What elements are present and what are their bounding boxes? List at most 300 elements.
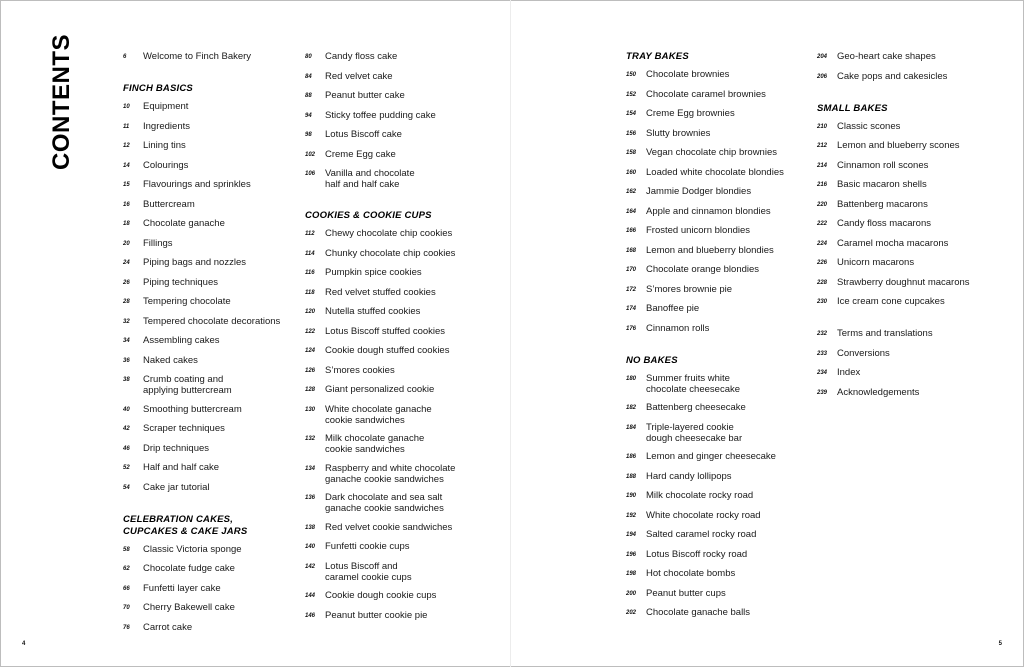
toc-entry-title: Triple-layered cookie dough cheesecake bar (646, 421, 743, 444)
toc-entry (123, 423, 293, 435)
toc-entry-title: Cookie dough stuffed cookies (325, 345, 450, 356)
toc-page-number: 32 (123, 318, 130, 325)
toc-page-number: 184 (626, 424, 637, 431)
toc-entry-title: Frosted unicorn blondies (646, 225, 751, 236)
toc-entry (123, 218, 293, 230)
toc-section (123, 514, 293, 634)
toc-entry-title: Caramel mocha macarons (837, 237, 949, 249)
toc-entry (123, 563, 293, 575)
toc-page-number: 150 (626, 72, 637, 78)
toc-entry-title: Hot chocolate bombs (646, 568, 736, 579)
toc-entry-title: Chocolate brownies (646, 69, 730, 80)
toc-page-number: 94 (305, 112, 312, 119)
toc-entry-title: Banoffee pie (646, 303, 700, 314)
toc-page-number: 62 (123, 566, 130, 572)
toc-entry (305, 365, 490, 377)
toc-entry-title: Index (837, 367, 861, 378)
section-heading: CELEBRATION CAKES, CUPCAKES & CAKE JARS (123, 513, 248, 537)
toc-entry-title: Half and half cake (143, 462, 220, 473)
toc-page-number: 216 (817, 182, 828, 188)
toc-entry (305, 267, 490, 279)
toc-entry (817, 257, 1007, 269)
toc-page-number: 76 (123, 624, 130, 631)
toc-entry-title: Battenberg macarons (837, 198, 928, 210)
toc-page-number: 106 (305, 171, 316, 177)
toc-page-number: 204 (817, 54, 828, 60)
toc-entry (123, 622, 293, 634)
toc-page-number: 186 (626, 454, 637, 460)
toc-entry (305, 345, 490, 357)
toc-entry (626, 108, 801, 120)
toc-entry (817, 296, 1007, 308)
toc-entry (305, 492, 490, 514)
toc-page-number: 28 (123, 299, 130, 305)
toc-page-number: 192 (626, 512, 637, 519)
toc-entry-title: Acknowledgements (837, 386, 920, 398)
toc-page-number: 102 (305, 151, 316, 158)
toc-entry (626, 588, 801, 600)
toc-entry-title: Strawberry doughnut macarons (837, 276, 970, 288)
toc-entry-title: Chocolate ganache balls (646, 607, 751, 618)
toc-page-number: 160 (626, 169, 637, 176)
toc-section (817, 51, 1007, 83)
toc-page-number: 26 (123, 279, 130, 286)
toc-entry-title: Loaded white chocolate blondies (646, 166, 784, 178)
toc-page-number: 146 (305, 612, 316, 619)
toc-section (123, 51, 293, 63)
toc-entry (123, 583, 293, 595)
toc-entry (817, 367, 1007, 379)
toc-page-number: 158 (626, 150, 637, 156)
toc-entry-title: Peanut butter cookie pie (325, 609, 428, 621)
toc-page-number: 136 (305, 495, 316, 501)
toc-entry (817, 348, 1007, 360)
toc-page-number: 24 (123, 260, 130, 266)
toc-entry-title: Ice cream cone cupcakes (837, 296, 945, 307)
toc-entry-title: Vegan chocolate chip brownies (646, 147, 777, 158)
toc-page-number: 168 (626, 247, 637, 254)
section-heading: FINCH BASICS (123, 83, 193, 94)
toc-entry-title: Sticky toffee pudding cake (325, 109, 436, 121)
toc-entry (626, 451, 801, 463)
toc-page-number: 232 (817, 331, 828, 337)
toc-entry-title: Funfetti layer cake (143, 582, 221, 594)
toc-entry-title: Giant personalized cookie (325, 384, 435, 395)
toc-entry (817, 387, 1007, 399)
toc-page-number: 230 (817, 299, 828, 305)
toc-entry-title: Chocolate fudge cake (143, 563, 235, 574)
toc-section (817, 328, 1007, 399)
toc-entry (123, 482, 293, 494)
toc-entry-title: Equipment (143, 101, 189, 112)
toc-page-number: 202 (626, 610, 637, 616)
toc-entry (305, 590, 490, 602)
toc-page-number: 58 (123, 546, 130, 553)
toc-entry (817, 160, 1007, 172)
toc-page-number: 214 (817, 162, 828, 169)
toc-entry-title: Slutty brownies (646, 127, 711, 139)
toc-entry-title: Smoothing buttercream (143, 403, 242, 415)
toc-entry (626, 402, 801, 414)
toc-entry (626, 128, 801, 140)
toc-entry-title: Carrot cake (143, 621, 193, 633)
toc-entry (305, 561, 490, 583)
toc-column-4 (817, 51, 1007, 419)
toc-entry-title: Cherry Bakewell cake (143, 602, 235, 613)
toc-entry-title: Candy floss macarons (837, 218, 931, 229)
toc-entry (123, 179, 293, 191)
toc-entry (626, 529, 801, 541)
toc-entry (123, 277, 293, 289)
toc-entry-title: Battenberg cheesecake (646, 402, 746, 413)
toc-page-number: 234 (817, 370, 828, 376)
toc-section (305, 210, 490, 622)
toc-entry (626, 245, 801, 257)
toc-entry (123, 404, 293, 416)
toc-page-number: 98 (305, 132, 312, 138)
toc-entry (123, 374, 293, 396)
toc-entry-title: Lotus Biscoff stuffed cookies (325, 325, 446, 337)
toc-page-number: 88 (305, 93, 312, 99)
toc-page-number: 222 (817, 221, 828, 227)
toc-entry-title: Basic macaron shells (837, 179, 927, 190)
toc-page-number: 206 (817, 73, 828, 80)
toc-page-number: 36 (123, 357, 130, 364)
toc-entry-title: Assembling cakes (143, 335, 220, 346)
page-title: CONTENTS (48, 34, 75, 170)
toc-entry-title: Geo-heart cake shapes (837, 51, 936, 62)
toc-entry-title: Salted caramel rocky road (646, 529, 757, 540)
toc-entry-title: Tempered chocolate decorations (143, 315, 281, 327)
toc-entry-title: Funfetti cookie cups (325, 541, 410, 552)
toc-section (817, 103, 1007, 309)
toc-entry (123, 462, 293, 474)
toc-column-3 (626, 51, 801, 639)
toc-section (123, 83, 293, 494)
toc-entry (626, 510, 801, 522)
toc-entry-title: Chunky chocolate chip cookies (325, 247, 456, 259)
toc-page-number: 239 (817, 389, 828, 396)
toc-entry (626, 471, 801, 483)
toc-page-number: 15 (123, 182, 130, 188)
toc-entry-title: Hard candy lollipops (646, 470, 732, 482)
toc-page-number: 198 (626, 571, 637, 577)
toc-entry (305, 71, 490, 83)
toc-column-2 (305, 51, 490, 642)
toc-entry (123, 335, 293, 347)
toc-entry (626, 264, 801, 276)
toc-entry-title: Lemon and ginger cheesecake (646, 451, 776, 462)
toc-entry (817, 140, 1007, 152)
toc-entry-title: Lemon and blueberry scones (837, 140, 960, 151)
toc-entry (305, 326, 490, 338)
toc-entry (123, 443, 293, 455)
toc-entry-title: Fillings (143, 237, 173, 249)
section-heading: TRAY BAKES (626, 51, 689, 62)
toc-page-number: 34 (123, 338, 130, 344)
toc-entry (817, 51, 1007, 63)
toc-page-number: 38 (123, 377, 130, 383)
toc-page-number: 180 (626, 375, 637, 382)
toc-entry-title: Flavourings and sprinkles (143, 179, 251, 190)
toc-entry-title: Dark chocolate and sea salt ganache cookie sandwiches (325, 492, 444, 514)
toc-page-number: 128 (305, 387, 316, 393)
toc-entry-title: Creme Egg cake (325, 148, 396, 160)
toc-entry (626, 490, 801, 502)
toc-page-number: 52 (123, 465, 130, 471)
toc-entry-title: Welcome to Finch Bakery (143, 51, 252, 62)
toc-entry-title: Peanut butter cake (325, 90, 405, 101)
toc-page-number: 142 (305, 563, 316, 570)
toc-entry-title: Red velvet stuffed cookies (325, 286, 436, 298)
toc-entry (305, 248, 490, 260)
toc-entry (305, 168, 490, 190)
toc-entry-title: Conversions (837, 347, 890, 359)
toc-entry-title: Chocolate ganache (143, 218, 225, 229)
toc-entry (626, 186, 801, 198)
toc-entry-title: Lotus Biscoff and caramel cookie cups (325, 560, 412, 583)
toc-entry (817, 121, 1007, 133)
toc-page-number: 228 (817, 279, 828, 286)
toc-entry-title: Lining tins (143, 140, 186, 151)
toc-entry (626, 422, 801, 444)
toc-page-number: 196 (626, 551, 637, 558)
toc-entry (305, 287, 490, 299)
toc-entry (305, 149, 490, 161)
toc-entry-title: Drip techniques (143, 442, 210, 454)
toc-entry (817, 218, 1007, 230)
toc-entry-title: Pumpkin spice cookies (325, 267, 422, 278)
toc-entry-title: Classic scones (837, 120, 901, 132)
toc-entry (123, 160, 293, 172)
toc-page-number: 152 (626, 91, 637, 98)
toc-page-number: 156 (626, 130, 637, 137)
toc-entry (305, 90, 490, 102)
toc-entry (305, 463, 490, 485)
toc-page-number: 140 (305, 544, 316, 550)
toc-page-number: 10 (123, 104, 130, 110)
toc-page-number: 42 (123, 426, 130, 432)
toc-entry (626, 568, 801, 580)
toc-entry (626, 549, 801, 561)
toc-page-number: 18 (123, 221, 130, 227)
toc-entry (817, 277, 1007, 289)
toc-page-number: 170 (626, 267, 637, 273)
toc-entry (817, 238, 1007, 250)
toc-entry-title: Candy floss cake (325, 51, 398, 62)
toc-entry (123, 199, 293, 211)
toc-entry-title: Piping techniques (143, 276, 218, 288)
toc-entry (123, 238, 293, 250)
toc-entry-title: Peanut butter cups (646, 587, 726, 599)
toc-entry-title: White chocolate rocky road (646, 509, 761, 521)
toc-page-number: 166 (626, 228, 637, 234)
toc-section (626, 355, 801, 620)
toc-page-number: 54 (123, 484, 130, 491)
toc-entry (305, 541, 490, 553)
toc-entry-title: Terms and translations (837, 328, 933, 339)
toc-entry-title: Lotus Biscoff rocky road (646, 548, 748, 560)
toc-page-number: 114 (305, 250, 315, 257)
toc-entry-title: Cookie dough cookie cups (325, 590, 437, 601)
toc-page-number: 200 (626, 590, 637, 597)
toc-entry (305, 610, 490, 622)
toc-page-number: 70 (123, 605, 130, 611)
toc-page-number: 194 (626, 532, 637, 538)
toc-entry (626, 607, 801, 619)
toc-page-number: 118 (305, 289, 315, 296)
section-heading: NO BAKES (626, 354, 678, 366)
toc-page-number: 138 (305, 524, 316, 531)
toc-page-number: 16 (123, 201, 130, 208)
section-heading: SMALL BAKES (817, 102, 888, 114)
toc-page-number: 164 (626, 208, 637, 215)
toc-entry (123, 257, 293, 269)
toc-entry-title: Lotus Biscoff cake (325, 129, 402, 140)
toc-page-number: 233 (817, 350, 828, 357)
toc-entry (626, 373, 801, 395)
toc-page-number: 12 (123, 143, 130, 149)
toc-entry (123, 121, 293, 133)
toc-page-number: 112 (305, 231, 315, 237)
toc-entry-title: Red velvet cookie sandwiches (325, 521, 453, 533)
toc-entry (817, 71, 1007, 83)
toc-page-number: 14 (123, 162, 130, 169)
toc-entry (626, 323, 801, 335)
toc-page-number: 6 (123, 54, 127, 60)
toc-page-number: 132 (305, 436, 316, 442)
toc-entry-title: Milk chocolate rocky road (646, 490, 754, 501)
toc-entry-title: Cinnamon roll scones (837, 159, 929, 171)
toc-entry-title: Apple and cinnamon blondies (646, 205, 771, 217)
toc-page-number: 226 (817, 260, 828, 266)
toc-entry (305, 522, 490, 534)
toc-entry-title: Chocolate orange blondies (646, 264, 760, 275)
toc-column-1 (123, 51, 293, 654)
toc-entry (626, 89, 801, 101)
toc-entry-title: Unicorn macarons (837, 257, 915, 268)
toc-page-number: 11 (123, 123, 130, 130)
section-heading: COOKIES & COOKIE CUPS (305, 210, 432, 221)
toc-entry (305, 433, 490, 455)
toc-section (626, 51, 801, 335)
toc-page-number: 176 (626, 325, 637, 332)
toc-entry-title: Chocolate caramel brownies (646, 88, 766, 100)
toc-page-number: 144 (305, 593, 316, 599)
toc-entry (123, 140, 293, 152)
toc-entry-title: Chewy chocolate chip cookies (325, 228, 453, 239)
book-spine (510, 0, 511, 667)
toc-entry (305, 51, 490, 63)
toc-entry (305, 384, 490, 396)
toc-entry-title: Ingredients (143, 120, 191, 132)
toc-page-number: 20 (123, 240, 130, 247)
toc-page-number: 210 (817, 123, 828, 130)
toc-entry (123, 296, 293, 308)
toc-entry-title: Buttercream (143, 198, 195, 210)
toc-page-number: 124 (305, 348, 316, 354)
toc-entry (817, 328, 1007, 340)
toc-page-number: 126 (305, 367, 316, 374)
toc-page-number: 130 (305, 406, 316, 413)
toc-page-number: 66 (123, 585, 130, 592)
toc-page-number: 134 (305, 465, 316, 472)
page-number-right: 5 (998, 641, 1002, 647)
toc-entry-title: Classic Victoria sponge (143, 543, 242, 555)
toc-page-number: 182 (626, 405, 637, 411)
toc-entry (305, 110, 490, 122)
toc-entry (626, 167, 801, 179)
toc-section (305, 51, 490, 190)
toc-entry-title: Lemon and blueberry blondies (646, 244, 774, 256)
toc-entry (626, 206, 801, 218)
toc-entry-title: Creme Egg brownies (646, 108, 735, 119)
toc-page-number: 122 (305, 328, 316, 335)
toc-entry-title: Piping bags and nozzles (143, 257, 246, 268)
toc-entry-title: White chocolate ganache cookie sandwiches (325, 403, 432, 426)
toc-entry (305, 129, 490, 141)
toc-entry (626, 303, 801, 315)
toc-page-number: 154 (626, 111, 637, 117)
page-number-left: 4 (22, 641, 26, 647)
toc-entry (626, 225, 801, 237)
toc-entry-title: Jammie Dodger blondies (646, 186, 752, 197)
toc-entry-title: Crumb coating and applying buttercream (143, 374, 232, 396)
toc-page-number: 220 (817, 201, 828, 208)
toc-entry (817, 199, 1007, 211)
toc-entry-title: Milk chocolate ganache cookie sandwiches (325, 433, 425, 455)
toc-page-number: 224 (817, 240, 828, 247)
toc-entry-title: S’mores brownie pie (646, 283, 733, 295)
toc-entry-title: Nutella stuffed cookies (325, 306, 421, 317)
toc-entry-title: Raspberry and white chocolate ganache cookie sandwiches (325, 462, 456, 485)
toc-entry (626, 147, 801, 159)
toc-page-number: 116 (305, 270, 315, 276)
toc-entry (817, 179, 1007, 191)
toc-entry (123, 316, 293, 328)
toc-page-number: 212 (817, 143, 828, 149)
toc-page-number: 188 (626, 473, 637, 480)
toc-page-number: 172 (626, 286, 637, 293)
toc-entry (123, 101, 293, 113)
toc-entry-title: Red velvet cake (325, 70, 393, 82)
toc-entry-title: Naked cakes (143, 354, 198, 366)
toc-entry-title: Cinnamon rolls (646, 322, 710, 334)
toc-entry (123, 544, 293, 556)
toc-entry-title: Summer fruits white chocolate cheesecake (646, 372, 741, 395)
toc-page-number: 84 (305, 73, 312, 80)
toc-entry (626, 69, 801, 81)
toc-entry (305, 404, 490, 426)
toc-page-number: 46 (123, 445, 130, 452)
toc-entry-title: Vanilla and chocolate half and half cake (325, 168, 415, 190)
toc-entry-title: Scraper techniques (143, 423, 225, 434)
toc-page-number: 120 (305, 309, 316, 315)
toc-page-number: 40 (123, 406, 130, 413)
toc-entry (626, 284, 801, 296)
toc-entry-title: Cake jar tutorial (143, 481, 210, 493)
toc-entry (305, 228, 490, 240)
toc-entry-title: Tempering chocolate (143, 296, 231, 307)
toc-entry-title: Cake pops and cakesicles (837, 70, 948, 82)
toc-page-number: 162 (626, 189, 637, 195)
toc-page-number: 190 (626, 493, 637, 499)
toc-entry (123, 602, 293, 614)
toc-entry (123, 51, 293, 63)
toc-entry (123, 355, 293, 367)
toc-page-number: 80 (305, 54, 312, 60)
toc-page-number: 174 (626, 306, 637, 312)
